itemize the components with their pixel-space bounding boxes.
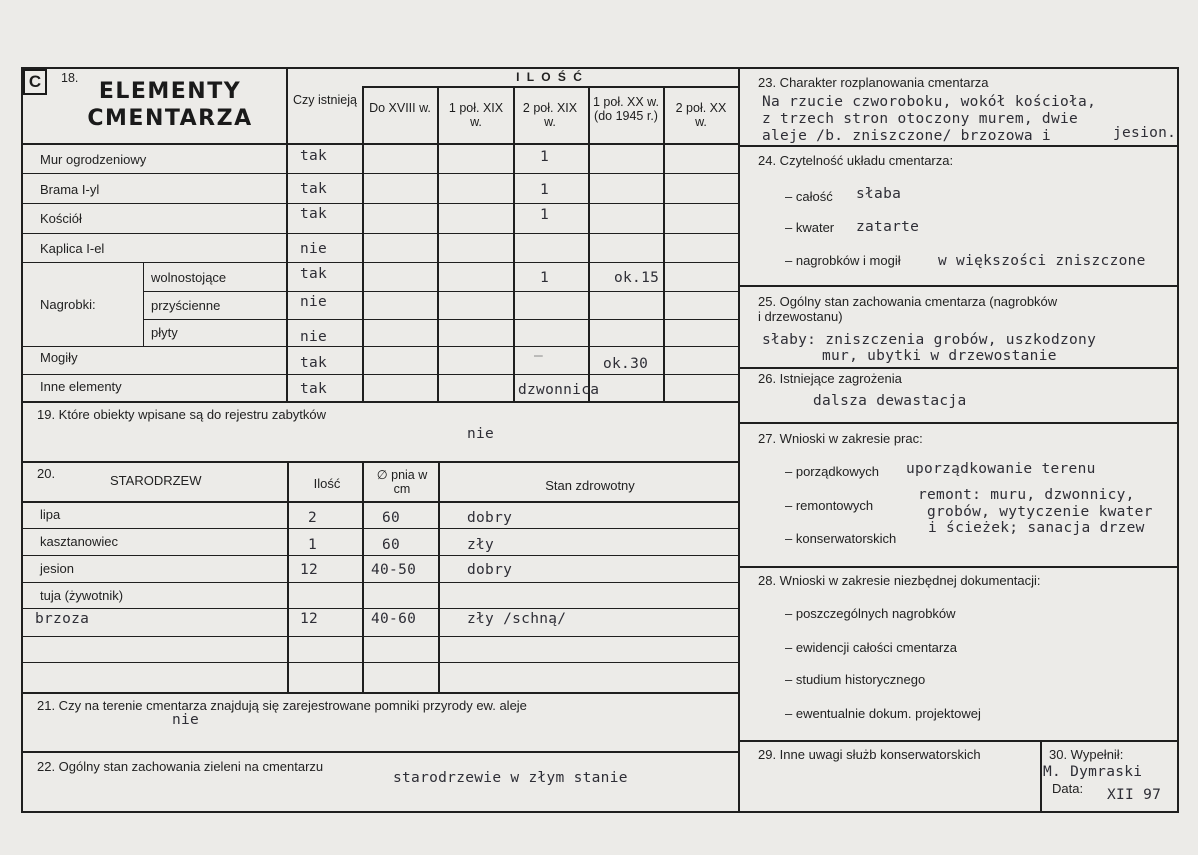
section23-line2: z trzech stron otoczony murem, dwie bbox=[762, 111, 1079, 127]
tree-ilosc: 2 bbox=[308, 510, 318, 526]
row-line bbox=[21, 608, 738, 609]
2pol19-value: dzwonnica bbox=[518, 382, 600, 398]
section27-label: 27. Wnioski w zakresie prac: bbox=[758, 431, 923, 446]
col-ilosc20-header: Ilość bbox=[313, 476, 341, 491]
section28-item: – poszczególnych nagrobków bbox=[785, 606, 956, 621]
tree-ilosc: 1 bbox=[308, 537, 318, 553]
section24-calosc: słaba bbox=[856, 186, 902, 202]
row-line bbox=[143, 291, 738, 292]
2pol19-value: 1 bbox=[540, 149, 550, 165]
row-label: Kaplica I-el bbox=[40, 241, 105, 256]
row-line bbox=[21, 203, 738, 204]
section27-porz-label: – porządkowych bbox=[785, 464, 879, 479]
row-line bbox=[21, 262, 738, 263]
section-letter: C bbox=[23, 69, 47, 95]
section28-item: – ewidencji całości cmentarza bbox=[785, 640, 957, 655]
row-line bbox=[21, 636, 738, 637]
tree-stan: zły bbox=[467, 537, 495, 553]
section29-label: 29. Inne uwagi służb konserwatorskich bbox=[758, 747, 981, 762]
section24-label: 24. Czytelność układu cmentarza: bbox=[758, 153, 954, 168]
czy-value: nie bbox=[300, 329, 328, 345]
col-line-1pol19 bbox=[437, 86, 439, 401]
section21-answer: nie bbox=[172, 712, 200, 728]
col-line-stan bbox=[438, 461, 440, 693]
tree-stan: dobry bbox=[467, 510, 513, 526]
section30-data: XII 97 bbox=[1107, 787, 1162, 803]
tree-pnia: 60 bbox=[382, 510, 401, 526]
section24-kwater-label: – kwater bbox=[785, 220, 835, 235]
czy-value: tak bbox=[300, 381, 328, 397]
1pol20-value: ok.15 bbox=[614, 270, 660, 286]
czy-value: tak bbox=[300, 355, 328, 371]
section28-bottom bbox=[738, 740, 1178, 742]
col-1pol20-header: 1 poł. XX w. (do 1945 r.) bbox=[592, 95, 659, 123]
tree-label-typed: brzoza bbox=[35, 611, 90, 627]
col-line-2pol19 bbox=[513, 86, 515, 401]
section19-label: 19. Które obiekty wpisane są do rejestru zabytków bbox=[37, 407, 327, 422]
czy-value: nie bbox=[300, 294, 328, 310]
section23-bottom bbox=[738, 145, 1178, 147]
section18-bottom bbox=[21, 401, 738, 403]
section26-answer: dalsza dewastacja bbox=[813, 393, 967, 409]
section27-rem1: remont: muru, dzwonnicy, bbox=[918, 487, 1135, 503]
2pol19-value: 1 bbox=[540, 182, 550, 198]
tree-stan: dobry bbox=[467, 562, 513, 578]
section21-label: 21. Czy na terenie cmentarza znajdują się zarejestrowane pomniki przyrody ew. aleje bbox=[37, 698, 527, 713]
section30-label: 30. Wypełnił: bbox=[1049, 747, 1124, 762]
section25-line1: słaby: zniszczenia grobów, uszkodzony bbox=[762, 332, 1097, 348]
tree-pnia: 40-60 bbox=[371, 611, 417, 627]
frame-right bbox=[1177, 67, 1179, 813]
nagrobki-label: Nagrobki: bbox=[40, 297, 96, 312]
row-line bbox=[21, 233, 738, 234]
col-2pol20-header: 2 poł. XX w. bbox=[675, 101, 727, 129]
section30-name: M. Dymraski bbox=[1043, 764, 1143, 780]
row-line bbox=[21, 528, 738, 529]
tree-ilosc: 12 bbox=[300, 611, 319, 627]
1pol20-value: ok.30 bbox=[603, 356, 649, 372]
section23-line3b: jesion. bbox=[1113, 125, 1177, 141]
section24-calosc-label: – całość bbox=[785, 189, 833, 204]
section18-number: 18. bbox=[61, 71, 79, 85]
czy-value: tak bbox=[300, 181, 328, 197]
section27-porz: uporządkowanie terenu bbox=[906, 461, 1096, 477]
col-stan-header: Stan zdrowotny bbox=[545, 478, 635, 493]
czy-value: nie bbox=[300, 241, 328, 257]
tree-label: kasztanowiec bbox=[40, 534, 119, 549]
section22-answer: starodrzewie w złym stanie bbox=[393, 770, 628, 786]
section30-data-label: Data: bbox=[1052, 781, 1084, 796]
tree-ilosc: 12 bbox=[300, 562, 319, 578]
section25-label2: i drzewostanu) bbox=[758, 309, 843, 324]
col-pnia-header: ∅ pnia w cm bbox=[376, 468, 428, 496]
col-2pol19-header: 2 poł. XIX w. bbox=[522, 101, 578, 129]
section27-bottom bbox=[738, 566, 1178, 568]
section20-title: STARODRZEW bbox=[110, 473, 202, 488]
row-label: Inne elementy bbox=[40, 379, 122, 394]
section19-answer: nie bbox=[467, 426, 495, 442]
frame-middle bbox=[738, 67, 740, 813]
section25-label1: 25. Ogólny stan zachowania cmentarza (nagrobków bbox=[758, 294, 1058, 309]
col-1pol19-header: 1 poł. XIX w. bbox=[448, 101, 504, 129]
section24-nagrobkow-label: – nagrobków i mogił bbox=[785, 253, 901, 268]
tree-label: jesion bbox=[40, 561, 74, 576]
section28-label: 28. Wnioski w zakresie niezbędnej dokumentacji: bbox=[758, 573, 1041, 588]
section18-title-1: ELEMENTY bbox=[98, 79, 242, 104]
col-line-do18 bbox=[362, 86, 364, 401]
ilosc-underline bbox=[362, 86, 738, 88]
frame-top bbox=[21, 67, 1179, 69]
row-label: Mogiły bbox=[40, 350, 78, 365]
section24-kwater: zatarte bbox=[856, 219, 920, 235]
col-line-2pol20 bbox=[663, 86, 665, 401]
section28-item: – studium historycznego bbox=[785, 672, 926, 687]
row-label: Brama I-yl bbox=[40, 182, 100, 197]
czy-value: tak bbox=[300, 266, 328, 282]
row-label: płyty bbox=[151, 325, 178, 340]
section20-number: 20. bbox=[37, 466, 56, 481]
tree-label: tuja (żywotnik) bbox=[40, 588, 124, 603]
section23-line3: aleje /b. zniszczone/ brzozowa i bbox=[762, 128, 1051, 144]
section27-rem2: grobów, wytyczenie kwater bbox=[927, 504, 1153, 520]
row-line bbox=[21, 374, 738, 375]
section19-bottom bbox=[21, 461, 738, 463]
row-line bbox=[21, 555, 738, 556]
section24-nagrobkow: w większości zniszczone bbox=[938, 253, 1146, 269]
frame-left bbox=[21, 67, 23, 812]
tree-pnia: 40-50 bbox=[371, 562, 417, 578]
row-line bbox=[143, 319, 738, 320]
row-label: wolnostojące bbox=[151, 270, 227, 285]
section21-bottom bbox=[21, 751, 738, 753]
section28-item: – ewentualnie dokum. projektowej bbox=[785, 706, 981, 721]
tree-pnia: 60 bbox=[382, 537, 401, 553]
section27-kons: i ścieżek; sanacja drzew bbox=[928, 520, 1145, 536]
section20-bottom bbox=[21, 692, 738, 694]
nagrobki-divider bbox=[143, 262, 144, 346]
row-line bbox=[21, 582, 738, 583]
col-czy-header: Czy istnieją bbox=[293, 93, 357, 107]
col-line-pnia bbox=[362, 461, 364, 693]
2pol19-value: 1 bbox=[540, 270, 550, 286]
tree-label: lipa bbox=[40, 507, 61, 522]
section22-label: 22. Ogólny stan zachowania zieleni na cmentarzu bbox=[37, 759, 324, 774]
section20-header-bottom bbox=[21, 501, 738, 503]
section27-rem-label: – remontowych bbox=[785, 498, 874, 513]
col-ilosc-header: I L O Ś Ć bbox=[516, 70, 584, 84]
czy-value: tak bbox=[300, 206, 328, 222]
frame-bottom bbox=[21, 811, 1179, 813]
section23-label: 23. Charakter rozplanowania cmentarza bbox=[758, 75, 989, 90]
section26-label: 26. Istniejące zagrożenia bbox=[758, 371, 902, 386]
section26-bottom bbox=[738, 422, 1178, 424]
2pol19-value: 1 bbox=[540, 207, 550, 223]
row-line bbox=[21, 173, 738, 174]
section18-title-2: CMENTARZA bbox=[87, 106, 253, 131]
section29-30-divider bbox=[1040, 740, 1042, 812]
2pol19-value: – bbox=[534, 348, 544, 364]
tree-stan: zły /schną/ bbox=[467, 611, 567, 627]
row-label: Mur ogrodzeniowy bbox=[40, 152, 147, 167]
section27-kons-label: – konserwatorskich bbox=[785, 531, 897, 546]
col-do18-header: Do XVIII w. bbox=[369, 101, 431, 115]
section24-bottom bbox=[738, 285, 1178, 287]
col-line-1pol20 bbox=[588, 86, 590, 401]
row-label: przyścienne bbox=[151, 298, 221, 313]
row-label: Kościół bbox=[40, 211, 82, 226]
section25-bottom bbox=[738, 367, 1178, 369]
section23-line1: Na rzucie czworoboku, wokół kościoła, bbox=[762, 94, 1097, 110]
row-line bbox=[21, 662, 738, 663]
header-bottom bbox=[21, 143, 738, 145]
czy-value: tak bbox=[300, 148, 328, 164]
section25-line2: mur, ubytki w drzewostanie bbox=[822, 348, 1057, 364]
col-line-ilosc20 bbox=[287, 461, 289, 693]
row-line bbox=[21, 346, 738, 347]
